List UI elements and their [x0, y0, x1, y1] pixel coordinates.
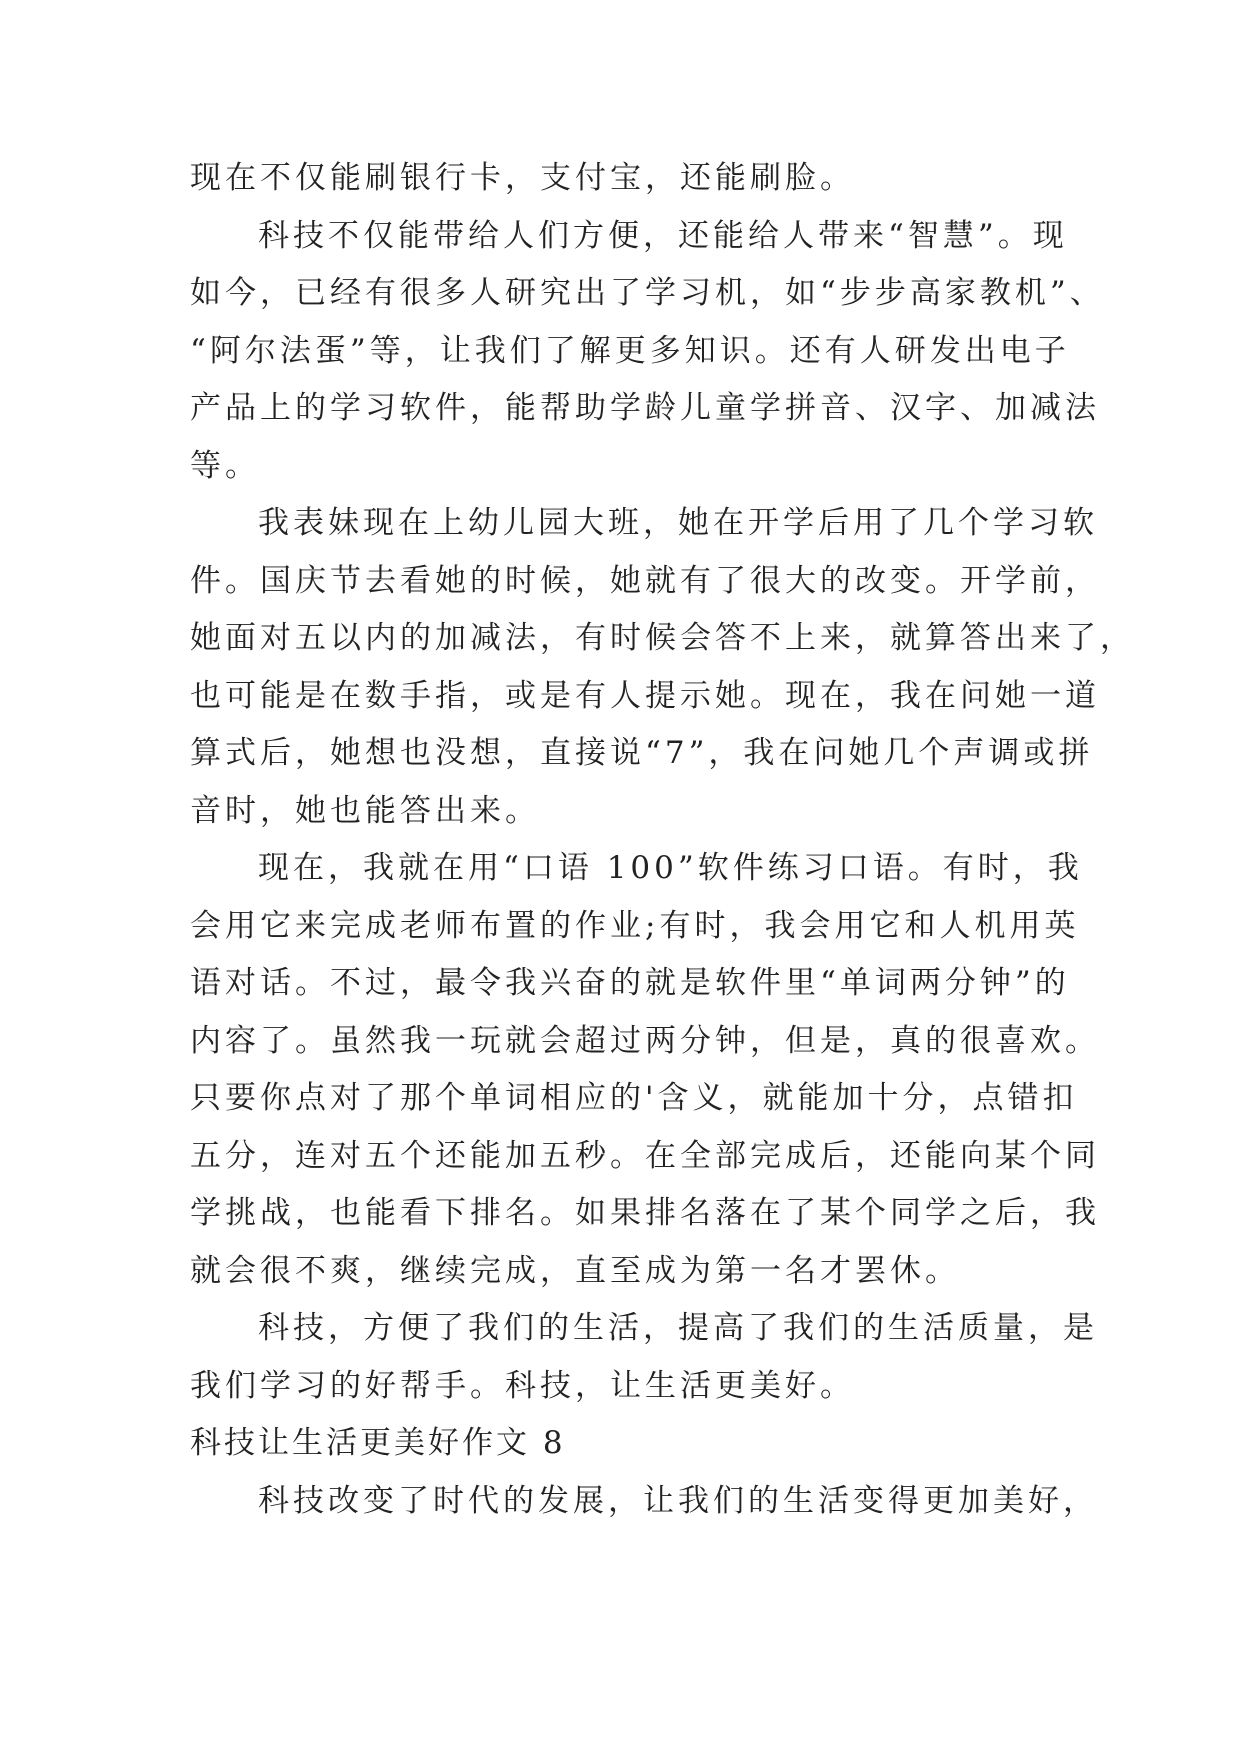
text-line: 件。国庆节去看她的时候，她就有了很大的改变。开学前， [190, 562, 1100, 599]
section-heading: 科技让生活更美好作文 8 [190, 1425, 566, 1461]
text-line: 等。 [190, 447, 260, 484]
text-line: 语对话。不过，最令我兴奋的就是软件里“单词两分钟”的 [190, 965, 1070, 1001]
text-line: 音时，她也能答出来。 [190, 792, 540, 829]
text-line: 算式后，她想也没想，直接说“7”，我在问她几个声调或拼 [190, 735, 1094, 771]
text-line: 会用它来完成老师布置的作业;有时，我会用它和人机用英 [190, 907, 1080, 944]
paragraph-start-line: 科技改变了时代的发展，让我们的生活变得更加美好， [258, 1482, 1098, 1519]
text-line: 产品上的学习软件，能帮助学龄儿童学拼音、汉字、加减法 [190, 390, 1100, 426]
text-line: 现在不仅能刷银行卡，支付宝，还能刷脸。 [190, 160, 855, 196]
text-line: 也可能是在数手指，或是有人提示她。现在，我在问她一道 [190, 677, 1100, 714]
text-line: 内容了。虽然我一玩就会超过两分钟，但是，真的很喜欢。 [190, 1022, 1100, 1059]
text-line: “阿尔法蛋”等，让我们了解更多知识。还有人研发出电子 [190, 332, 1070, 369]
paragraph-start-line: 科技，方便了我们的生活，提高了我们的生活质量，是 [258, 1310, 1098, 1346]
text-line: 她面对五以内的加减法，有时候会答不上来，就算答出来了， [190, 620, 1135, 656]
text-line: 只要你点对了那个单词相应的'含义，就能加十分，点错扣 [190, 1080, 1078, 1116]
text-line: 如今，已经有很多人研究出了学习机，如“步步高家教机”、 [190, 275, 1105, 311]
document-body [190, 150, 1135, 1530]
text-line: 就会很不爽，继续完成，直至成为第一名才罢休。 [190, 1252, 960, 1289]
text-line: 我们学习的好帮手。科技，让生活更美好。 [190, 1367, 855, 1404]
text-line: 学挑战，也能看下排名。如果排名落在了某个同学之后，我 [190, 1195, 1100, 1231]
paragraph-start-line: 我表妹现在上幼儿园大班，她在开学后用了几个学习软 [258, 505, 1098, 541]
text-line: 五分，连对五个还能加五秒。在全部完成后，还能向某个同 [190, 1137, 1100, 1174]
paragraph-start-line: 现在，我就在用“口语 100”软件练习口语。有时，我 [258, 850, 1083, 886]
paragraph-start-line: 科技不仅能带给人们方便，还能给人带来“智慧”。现 [258, 217, 1068, 254]
